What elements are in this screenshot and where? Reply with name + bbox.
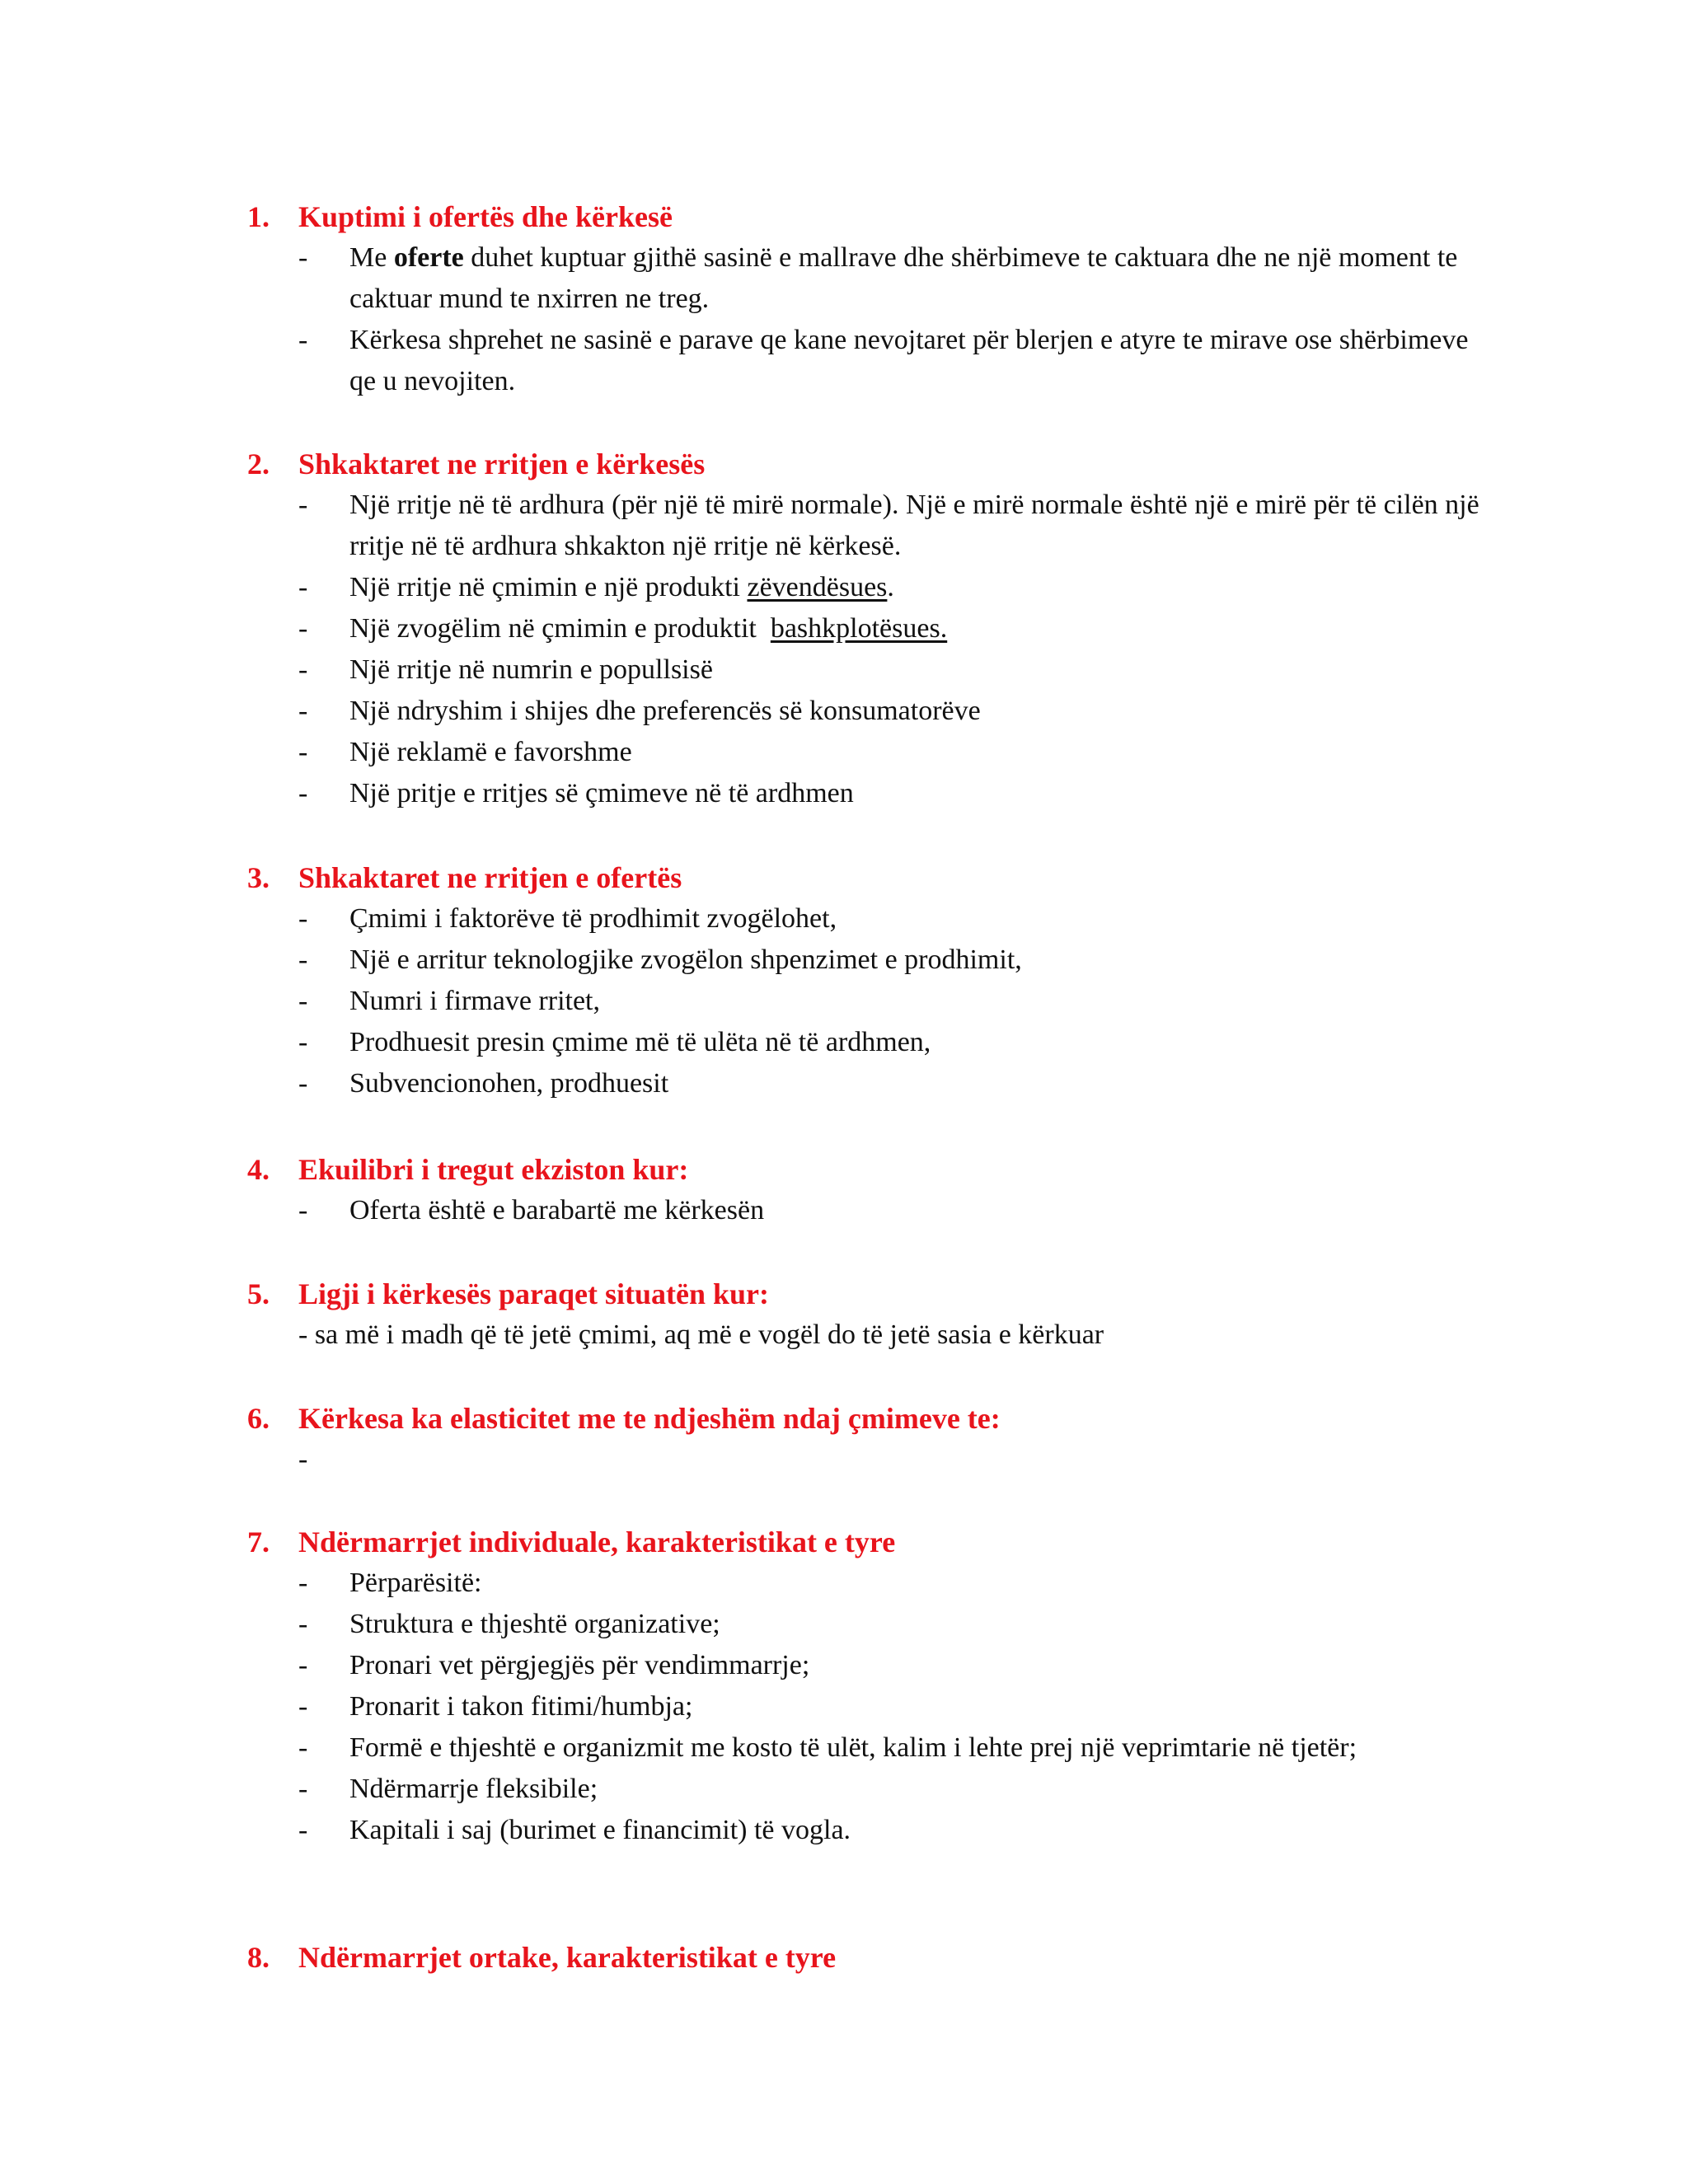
bullet-text-post: . xyxy=(887,572,894,602)
bullet-list xyxy=(247,237,1500,402)
bullet-dash: - xyxy=(298,654,308,685)
list-item xyxy=(247,1563,1500,1604)
section-number: 3. xyxy=(247,861,270,894)
section-number: 4. xyxy=(247,1153,270,1186)
list-item xyxy=(247,237,1500,320)
section-heading xyxy=(247,1398,1500,1439)
list-item xyxy=(247,981,1500,1022)
bullet-dash: - xyxy=(298,1568,308,1598)
list-item xyxy=(247,1604,1500,1645)
underlined-term: bashkplotësues. xyxy=(770,613,948,644)
bullet-dash: - xyxy=(298,613,308,644)
bullet-text xyxy=(349,608,1500,649)
bullet-text: Oferta është e barabartë me kërkesën xyxy=(349,1195,765,1226)
list-item xyxy=(247,732,1500,773)
bullet-dash: - xyxy=(298,737,308,767)
section-number: 6. xyxy=(247,1402,270,1435)
bullet-text-pre: Një zvogëlim në çmimin e produktit xyxy=(349,613,771,644)
bullet-dash: - xyxy=(298,1774,308,1804)
bullet-text: Përparësitë: xyxy=(349,1568,482,1598)
list-item xyxy=(247,1769,1500,1810)
bullet-dash: - xyxy=(298,1691,308,1722)
bullet-dash: - xyxy=(298,944,308,975)
section-title: Shkaktaret ne rritjen e kërkesës xyxy=(298,448,706,480)
bullet-dash: - xyxy=(298,1068,308,1099)
bullet-text: Kapitali i saj (burimet e financimit) të vogla. xyxy=(349,1815,851,1845)
section-number: 7. xyxy=(247,1526,270,1558)
list-item xyxy=(247,649,1500,691)
bullet-list xyxy=(247,1439,1500,1480)
section-title: Kërkesa ka elasticitet me te ndjeshëm ndaj çmimeve te: xyxy=(298,1402,1001,1435)
list-item xyxy=(247,1686,1500,1727)
list-item xyxy=(247,1810,1500,1851)
bullet-text: Pronari vet përgjegjës për vendimmarrje; xyxy=(349,1650,810,1680)
list-item xyxy=(247,1727,1500,1769)
bullet-text xyxy=(349,237,1500,320)
bullet-text-bold: oferte xyxy=(393,242,464,273)
section-title: Shkaktaret ne rritjen e ofertës xyxy=(298,861,682,894)
section-number: 2. xyxy=(247,448,270,480)
section-2 xyxy=(247,443,1500,814)
list-item xyxy=(247,1022,1500,1063)
list-item xyxy=(247,485,1500,567)
bullet-text: Pronarit i takon fitimi/humbja; xyxy=(349,1691,693,1722)
section-5 xyxy=(247,1273,1500,1356)
underlined-term: zëvendësues xyxy=(747,572,888,602)
bullet-text: Çmimi i faktorëve të prodhimit zvogëlohet, xyxy=(349,903,837,934)
list-item xyxy=(247,1063,1500,1104)
bullet-text: Prodhuesit presin çmime më të ulëta në të ardhmen, xyxy=(349,1027,931,1057)
bullet-text: Ndërmarrje fleksibile; xyxy=(349,1774,598,1804)
bullet-dash: - xyxy=(298,490,308,520)
bullet-text: Struktura e thjeshtë organizative; xyxy=(349,1609,720,1639)
bullet-dash: - xyxy=(298,1444,308,1474)
bullet-dash: - xyxy=(298,242,308,273)
section-number: 1. xyxy=(247,200,270,233)
list-item xyxy=(247,1645,1500,1686)
bullet-text: Subvencionohen, prodhuesit xyxy=(349,1068,669,1099)
list-item xyxy=(247,608,1500,649)
bullet-dash: - xyxy=(298,1815,308,1845)
bullet-dash: - xyxy=(298,1609,308,1639)
section-number: 5. xyxy=(247,1277,270,1310)
bullet-list xyxy=(247,1563,1500,1851)
bullet-dash: - xyxy=(298,986,308,1016)
bullet-text: Një pritje e rritjes së çmimeve në të ardhmen xyxy=(349,778,854,808)
bullet-dash: - xyxy=(298,696,308,726)
list-item xyxy=(247,1439,1500,1480)
section-title: Kuptimi i ofertës dhe kërkesë xyxy=(298,200,673,233)
list-item xyxy=(247,773,1500,814)
bullet-text-pre: Me xyxy=(349,242,394,273)
section-title: Ligji i kërkesës paraqet situatën kur: xyxy=(298,1277,769,1310)
section-line: - sa më i madh që të jetë çmimi, aq më e vogël do të jetë sasia e kërkuar xyxy=(298,1319,1104,1350)
section-title: Ndërmarrjet ortake, karakteristikat e tyre xyxy=(298,1941,837,1974)
bullet-text: Kërkesa shprehet ne sasinë e parave qe kane nevojtaret për blerjen e atyre te mirave ose shërbimeve qe u nevojiten. xyxy=(349,325,1469,396)
bullet-text xyxy=(349,567,1500,608)
section-heading xyxy=(247,1273,1500,1315)
bullet-dash: - xyxy=(298,1027,308,1057)
list-item xyxy=(247,691,1500,732)
bullet-list xyxy=(247,485,1500,814)
section-heading xyxy=(247,857,1500,898)
section-heading xyxy=(247,1521,1500,1563)
section-heading xyxy=(247,196,1500,237)
bullet-list xyxy=(247,898,1500,1104)
bullet-list xyxy=(247,1190,1500,1231)
bullet-dash: - xyxy=(298,903,308,934)
bullet-text-pre: Një rritje në çmimin e një produkti xyxy=(349,572,748,602)
bullet-text: Formë e thjeshtë e organizmit me kosto të ulët, kalim i lehte prej një veprimtarie në tjetër; xyxy=(349,1732,1357,1763)
section-7 xyxy=(247,1521,1500,1851)
bullet-text-post: duhet kuptuar gjithë sasinë e mallrave dhe shërbimeve te caktuara dhe ne një moment te caktuar mund te nxirren ne treg. xyxy=(349,242,1458,314)
list-item xyxy=(247,320,1500,402)
bullet-dash: - xyxy=(298,1195,308,1226)
section-heading xyxy=(247,1937,1500,1978)
bullet-dash: - xyxy=(298,778,308,808)
section-4 xyxy=(247,1149,1500,1231)
section-number: 8. xyxy=(247,1941,270,1974)
list-item xyxy=(247,940,1500,981)
section-title: Ekuilibri i tregut ekziston kur: xyxy=(298,1153,689,1186)
list-item xyxy=(247,567,1500,608)
bullet-text: Një e arritur teknologjike zvogëlon shpenzimet e prodhimit, xyxy=(349,944,1022,975)
bullet-text: Një rritje në numrin e popullsisë xyxy=(349,654,713,685)
bullet-text: Numri i firmave rritet, xyxy=(349,986,601,1016)
bullet-text: Një ndryshim i shijes dhe preferencës së konsumatorëve xyxy=(349,696,981,726)
section-8 xyxy=(247,1937,1500,1978)
section-3 xyxy=(247,857,1500,1104)
list-item xyxy=(247,1190,1500,1231)
section-title: Ndërmarrjet individuale, karakteristikat e tyre xyxy=(298,1526,896,1558)
bullet-dash: - xyxy=(298,1732,308,1763)
bullet-text: Një rritje në të ardhura (për një të mirë normale). Një e mirë normale është një e mirë për të cilën një rritje në të ardhura shkakton një rritje në kërkesë. xyxy=(349,490,1479,561)
section-heading xyxy=(247,443,1500,485)
section-heading xyxy=(247,1149,1500,1190)
bullet-text: Një reklamë e favorshme xyxy=(349,737,632,767)
bullet-dash: - xyxy=(298,325,308,355)
bullet-dash: - xyxy=(298,572,308,602)
section-1 xyxy=(247,196,1500,402)
bullet-dash: - xyxy=(298,1650,308,1680)
section-6 xyxy=(247,1398,1500,1480)
list-item xyxy=(247,898,1500,940)
